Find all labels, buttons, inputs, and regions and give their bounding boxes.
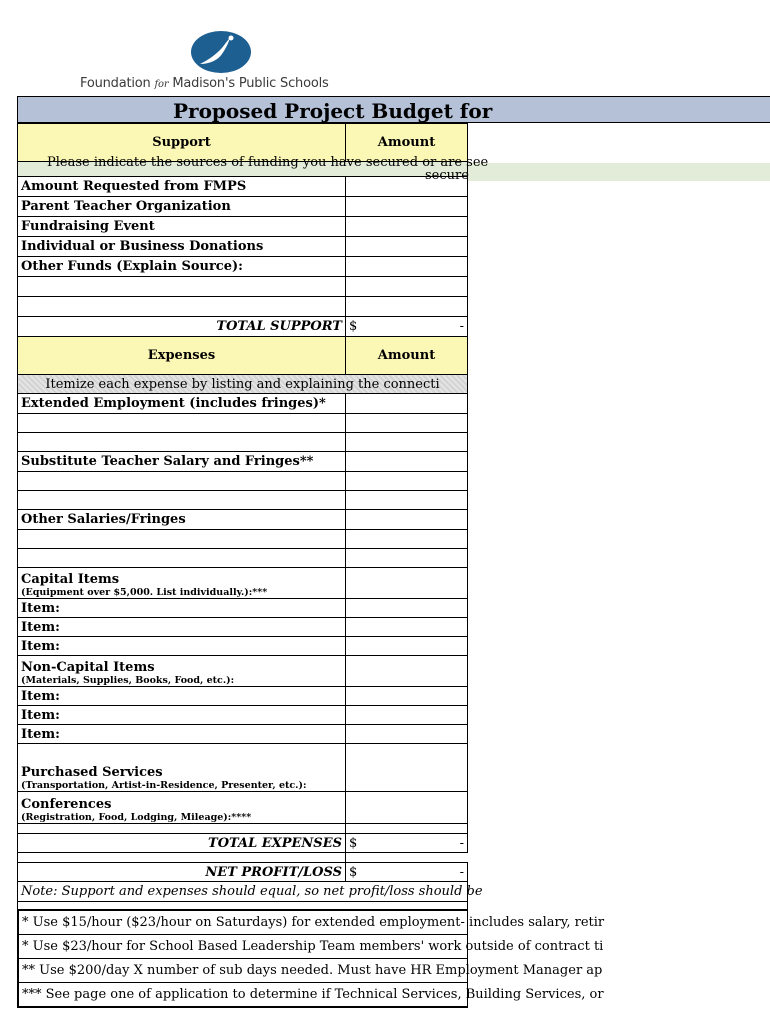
footnote: ** Use $200/day X number of sub days needed. Must have HR Employment Manager ap xyxy=(19,959,468,983)
foundation-logo xyxy=(80,30,360,92)
substitute-teacher-label: Substitute Teacher Salary and Fringes** xyxy=(18,452,346,472)
expense-entry-cell[interactable] xyxy=(18,414,346,433)
expense-amount-cell[interactable] xyxy=(346,599,468,618)
total-expenses-label: TOTAL EXPENSES xyxy=(18,834,346,853)
expense-entry-cell[interactable] xyxy=(18,491,346,510)
total-support-label: TOTAL SUPPORT xyxy=(18,317,346,337)
expense-amount-cell[interactable] xyxy=(346,530,468,549)
expense-amount-cell[interactable] xyxy=(346,568,468,599)
expense-amount-cell[interactable] xyxy=(346,618,468,637)
conferences-sub: (Registration, Food, Lodging, Mileage):**** xyxy=(21,812,252,823)
support-row-label[interactable] xyxy=(18,277,346,297)
expense-amount-cell[interactable] xyxy=(346,706,468,725)
expense-amount-cell[interactable] xyxy=(346,656,468,687)
conferences-label: Conferences (Registration, Food, Lodging, Mileage):**** xyxy=(18,792,346,824)
expense-amount-cell[interactable] xyxy=(346,433,468,452)
expense-entry-cell[interactable] xyxy=(18,530,346,549)
expense-amount-cell[interactable] xyxy=(346,414,468,433)
capital-item[interactable]: Item: xyxy=(18,618,346,637)
net-profit-loss-label: NET PROFIT/LOSS xyxy=(18,863,346,882)
spacer-cell xyxy=(346,853,468,863)
expenses-amount-header: Amount xyxy=(346,337,468,375)
expense-entry-cell[interactable] xyxy=(18,549,346,568)
support-row-label[interactable] xyxy=(18,297,346,317)
expense-amount-cell[interactable] xyxy=(346,472,468,491)
support-row-label: Other Funds (Explain Source): xyxy=(18,257,346,277)
footnote: *** See page one of application to determine if Technical Services, Building Services, or xyxy=(19,983,468,1007)
expense-entry-cell[interactable] xyxy=(18,433,346,452)
non-capital-item[interactable]: Item: xyxy=(18,706,346,725)
support-amount-header: Amount xyxy=(346,124,468,162)
spacer-cell xyxy=(18,824,346,834)
support-header: Support xyxy=(18,124,346,162)
expense-amount-cell[interactable] xyxy=(346,452,468,472)
budget-table xyxy=(17,123,605,1008)
spacer-cell xyxy=(18,902,468,910)
support-amount-cell[interactable] xyxy=(346,217,468,237)
total-expenses-amount: - $ xyxy=(346,834,468,853)
logo-text: Foundation for Madison's Public Schools xyxy=(80,76,329,91)
expense-amount-cell[interactable] xyxy=(346,725,468,744)
support-amount-cell[interactable] xyxy=(346,197,468,217)
purchased-services-sub: (Transportation, Artist-in-Residence, Presenter, etc.): xyxy=(21,780,307,791)
footnote: * Use $15/hour ($23/hour on Saturdays) for extended employment- includes salary, retir xyxy=(19,911,468,935)
support-amount-cell[interactable] xyxy=(346,297,468,317)
support-row-label: Amount Requested from FMPS xyxy=(18,177,346,197)
capital-items-label: Capital Items (Equipment over $5,000. List individually.):*** xyxy=(18,568,346,599)
non-capital-item[interactable]: Item: xyxy=(18,725,346,744)
support-row-label: Individual or Business Donations xyxy=(18,237,346,257)
spacer-cell xyxy=(18,853,346,863)
support-instruction: Please indicate the sources of funding you have secured or are see secure xyxy=(18,162,468,177)
expenses-header: Expenses xyxy=(18,337,346,375)
capital-item[interactable]: Item: xyxy=(18,637,346,656)
net-profit-loss-amount: - $ xyxy=(346,863,468,882)
expense-amount-cell[interactable] xyxy=(346,549,468,568)
expense-amount-cell[interactable] xyxy=(346,687,468,706)
support-amount-cell[interactable] xyxy=(346,257,468,277)
title-bar xyxy=(17,96,770,123)
non-capital-items-label: Non-Capital Items (Materials, Supplies, Books, Food, etc.): xyxy=(18,656,346,687)
support-amount-cell[interactable] xyxy=(346,237,468,257)
capital-item[interactable]: Item: xyxy=(18,599,346,618)
expense-amount-cell[interactable] xyxy=(346,744,468,792)
expenses-instruction: Itemize each expense by listing and explaining the connecti xyxy=(18,375,468,394)
expense-amount-cell[interactable] xyxy=(346,637,468,656)
support-row-label: Parent Teacher Organization xyxy=(18,197,346,217)
logo-emblem-icon xyxy=(190,30,252,74)
purchased-services-label: Purchased Services (Transportation, Artist-in-Residence, Presenter, etc.): xyxy=(18,744,346,792)
balance-note: Note: Support and expenses should equal, so net profit/loss should be xyxy=(18,882,468,902)
budget-sheet xyxy=(17,123,605,1003)
footnote: * Use $23/hour for School Based Leadership Team members' work outside of contract ti xyxy=(19,935,468,959)
page-title: Proposed Project Budget for xyxy=(173,99,493,123)
spacer-cell xyxy=(346,824,468,834)
total-support-amount: - $ xyxy=(346,317,468,337)
expense-entry-cell[interactable] xyxy=(18,472,346,491)
expense-amount-cell[interactable] xyxy=(346,491,468,510)
extended-employment-label: Extended Employment (includes fringes)* xyxy=(18,394,346,414)
non-capital-item[interactable]: Item: xyxy=(18,687,346,706)
expense-amount-cell[interactable] xyxy=(346,394,468,414)
instruction-band xyxy=(467,163,770,181)
footnotes-box xyxy=(18,910,605,1008)
expense-amount-cell[interactable] xyxy=(346,792,468,824)
non-capital-items-sub: (Materials, Supplies, Books, Food, etc.): xyxy=(21,675,235,686)
support-amount-cell[interactable] xyxy=(346,277,468,297)
other-salaries-label: Other Salaries/Fringes xyxy=(18,510,346,530)
capital-items-sub: (Equipment over $5,000. List individually.):*** xyxy=(21,587,268,598)
expense-amount-cell[interactable] xyxy=(346,510,468,530)
support-row-label: Fundraising Event xyxy=(18,217,346,237)
